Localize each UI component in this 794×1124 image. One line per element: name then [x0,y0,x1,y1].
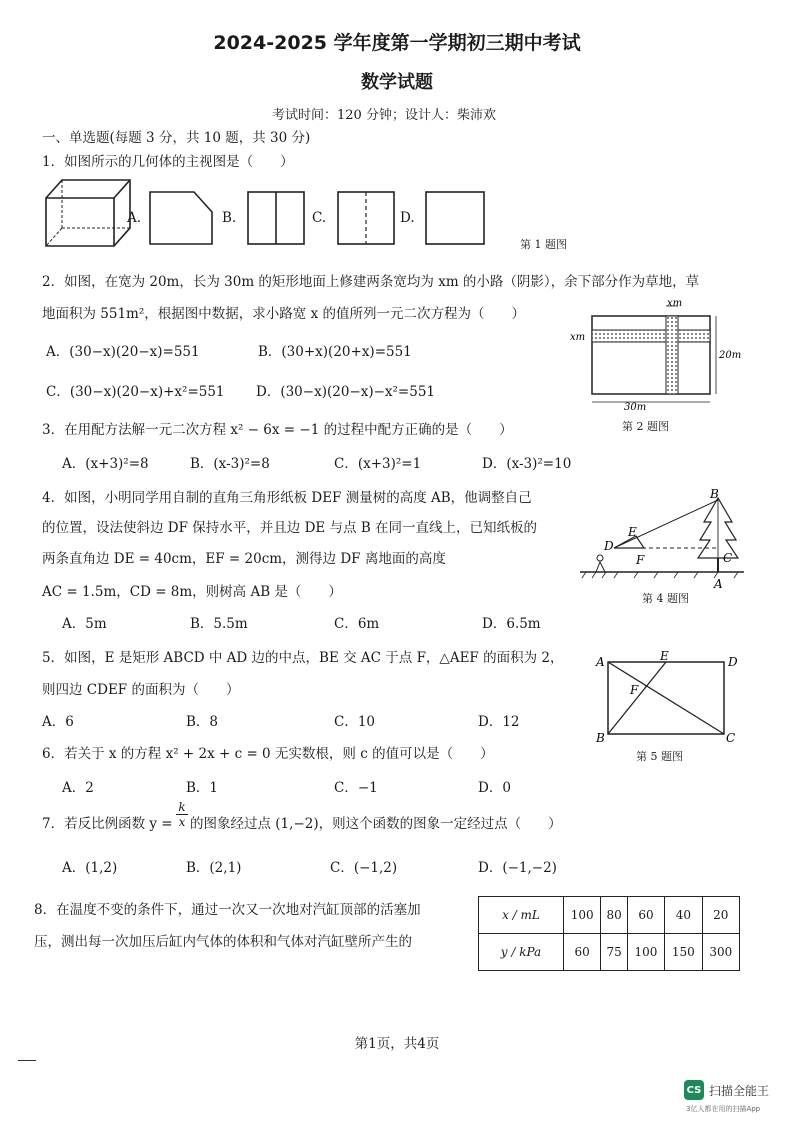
q1-option-c-figure [336,190,396,246]
watermark-tagline: 3亿人都在用的扫描App [686,1105,761,1113]
q7-stem-post: 的图象经过点 (1,−2)，则这个函数的图象一定经过点（ ） [190,816,562,832]
q5-option-b: B．8 [186,714,219,730]
q2-option-b: B．(30+x)(20+x)=551 [258,344,412,360]
q1-option-a-figure [148,190,214,246]
q1-option-c-label: C. [312,210,327,226]
q2-option-a: A．(30−x)(20−x)=551 [46,344,200,360]
q4-label-f: F [636,553,645,567]
q1-caption: 第 1 题图 [520,238,567,251]
q8-table-head-x: x / mL [479,897,564,934]
q8-table-row-y [479,934,740,971]
q3-option-d: D．(x-3)²=10 [482,456,572,472]
q1-option-a-label: A. [127,210,142,226]
q2-label-left: xm [570,332,586,343]
q8-table-cell: 150 [665,934,702,971]
q7-option-b: B．(2,1) [186,860,242,876]
q2-caption: 第 2 题图 [622,420,669,433]
q2-option-c: C．(30−x)(20−x)+x²=551 [46,384,225,400]
q4-label-a: A [714,577,723,591]
q7-fraction [176,800,188,829]
q8-table-cell: 100 [627,934,664,971]
q2-option-d: D．(30−x)(20−x)−x²=551 [256,384,436,400]
q3-option-b: B．(x-3)²=8 [190,456,270,472]
q3-option-a: A．(x+3)²=8 [62,456,149,472]
q8-table-cell: 60 [564,934,601,971]
q2-label-right: 20m [719,350,742,361]
q8-table-cell: 20 [702,897,739,934]
q6-option-d: D．0 [478,780,511,796]
q6-option-b: B．1 [186,780,219,796]
q5-label-d: D [728,655,738,669]
q4-option-c: C．6m [334,616,380,632]
q3-stem: 3．在用配方法解一元二次方程 x² − 6x = −1 的过程中配方正确的是（ ） [42,422,513,438]
q8-table-cell: 100 [564,897,601,934]
q4-label-c: C [723,551,733,565]
q1-option-b-figure [246,190,306,246]
q7-fraction-denominator: x [176,814,188,829]
q1-solid-figure [40,176,135,248]
q1-option-d-label: D. [400,210,415,226]
q4-figure [578,486,748,592]
section-heading: 一、单选题(每题 3 分，共 10 题，共 30 分) [42,130,311,146]
q2-label-bottom: 30m [624,402,647,412]
subject-title: 数学试题 [361,72,433,93]
scan-mark [18,1060,36,1061]
q4-option-b: B．5.5m [190,616,248,632]
q4-line1: 4．如图，小明同学用自制的直角三角形纸板 DEF 测量树的高度 AB，他调整自己 [42,490,532,506]
watermark-brand: 扫描全能王 [709,1083,770,1098]
q4-option-d: D．6.5m [482,616,541,632]
q8-table-row-x [479,897,740,934]
q5-option-d: D．12 [478,714,520,730]
q8-table-cell: 300 [702,934,739,971]
exam-title: 2024-2025 学年度第一学期初三期中考试 [213,32,581,54]
scanner-watermark [684,1080,769,1100]
q8-line2: 压，测出每一次加压后缸内气体的体积和气体对汽缸壁所产生的 [34,934,412,950]
q4-label-b: B [710,487,719,501]
q8-data-table [478,896,740,971]
q5-option-c: C．10 [334,714,376,730]
q2-label-top: xm [667,300,683,309]
q4-line2: 的位置，设法使斜边 DF 保持水平，并且边 DE 与点 B 在同一直线上，已知纸板的 [42,520,538,536]
q5-line2: 则四边 CDEF 的面积为（ ） [42,682,240,698]
q1-stem: 1．如图所示的几何体的主视图是（ ） [42,154,294,170]
q7-fraction-numerator: k [178,800,186,814]
camscanner-logo-icon: CS [684,1080,704,1100]
q6-option-a: A．2 [62,780,94,796]
q8-table-head-y: y / kPa [479,934,564,971]
q1-option-b-label: B. [222,210,237,226]
q4-label-d: D [604,539,614,553]
q7-option-d: D．(−1,−2) [478,860,557,876]
q5-label-f: F [630,683,639,697]
q7-option-a: A．(1,2) [62,860,118,876]
q8-table-cell: 80 [601,897,627,934]
q6-option-c: C．−1 [334,780,378,796]
q3-option-c: C．(x+3)²=1 [334,456,422,472]
q4-label-e: E [628,525,637,539]
q4-caption: 第 4 题图 [642,592,689,605]
q5-option-a: A．6 [42,714,74,730]
q2-line2: 地面积为 551m²，根据图中数据，求小路宽 x 的值所列一元二次方程为（ ） [42,306,525,322]
q5-label-b: B [596,731,605,745]
exam-info: 考试时间：120 分钟；设计人：柴沛欢 [272,108,496,123]
q5-label-a: A [596,655,605,669]
q2-line1: 2．如图，在宽为 20m，长为 30m 的矩形地面上修建两条宽均为 xm 的小路（阴影），余下部分作为草地，草 [42,274,700,290]
page-number: 第1页，共4页 [354,1036,440,1052]
q5-caption: 第 5 题图 [636,750,683,763]
q7-option-c: C．(−1,2) [330,860,398,876]
q7-stem-pre: 7．若反比例函数 y = [42,816,173,832]
q4-line4: AC = 1.5m，CD = 8m，则树高 AB 是（ ） [42,584,342,600]
q1-option-d-figure [424,190,486,246]
q2-figure [566,300,746,412]
q5-line1: 5．如图，E 是矩形 ABCD 中 AD 边的中点，BE 交 AC 于点 F，△AEF 的面积为 2， [42,650,564,666]
q8-line1: 8．在温度不变的条件下，通过一次又一次地对汽缸顶部的活塞加 [34,902,421,918]
q5-label-c: C [726,731,736,745]
q8-table-cell: 60 [627,897,664,934]
q4-line3: 两条直角边 DE = 40cm，EF = 20cm，测得边 DF 离地面的高度 [42,551,446,567]
q6-stem: 6．若关于 x 的方程 x² + 2x + c = 0 无实数根，则 c 的值可以是（ ） [42,746,494,762]
q4-option-a: A．5m [62,616,107,632]
q5-figure [592,650,742,746]
q8-table-cell: 40 [665,897,702,934]
q8-table-cell: 75 [601,934,627,971]
q5-label-e: E [660,650,669,663]
